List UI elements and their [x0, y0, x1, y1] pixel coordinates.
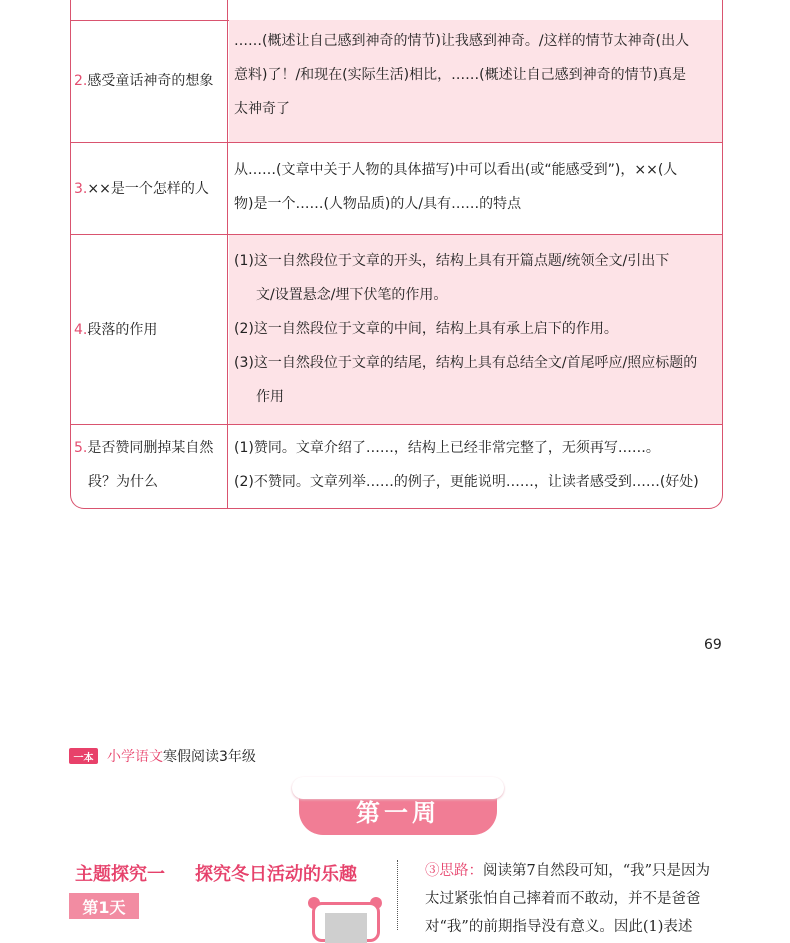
table-row — [71, 0, 722, 21]
row-title-continued: 段？为什么 — [88, 474, 158, 490]
row-title: 感受童话神奇的想象 — [87, 73, 214, 89]
content-line: (1)这一自然段位于文章的开头，结构上具有开篇点题/统领全文/引出下 — [234, 253, 670, 269]
row-content-cell — [229, 235, 722, 424]
row-label-cell — [71, 143, 228, 234]
book-logo: 一本 — [69, 748, 98, 764]
content-line: (3)这一自然段位于文章的结尾，结构上具有总结全文/首尾呼应/照应标题的 — [234, 355, 698, 371]
row-label-cell — [71, 235, 228, 424]
content-line: 意料)了！/和现在(实际生活)相比，……(概述让自己感到神奇的情节)真是 — [234, 67, 687, 83]
theme-label: 主题探究一 — [75, 864, 165, 885]
page-number: 69 — [704, 637, 722, 653]
analysis-label: 思路： — [439, 863, 483, 879]
content-line: 从……(文章中关于人物的具体描写)中可以看出(或“能感受到”)，××(人 — [234, 162, 678, 178]
row-content-cell — [229, 20, 722, 142]
content-line: 文/设置悬念/埋下伏笔的作用。 — [256, 287, 448, 303]
analysis-line: 对“我”的前期指导没有意义。因此(1)表述 — [425, 919, 693, 935]
row-number: 3. — [74, 180, 88, 197]
book-header — [69, 746, 256, 766]
row-label-cell — [71, 0, 228, 20]
circled-number: ③ — [425, 863, 440, 879]
row-number: 5. — [74, 440, 88, 456]
row-title: ××是一个怎样的人 — [87, 180, 209, 197]
row-number: 2. — [74, 73, 88, 89]
series-name: 小学语文 — [107, 749, 163, 765]
row-content-cell — [229, 425, 722, 508]
table-row — [71, 235, 722, 425]
table-row — [71, 425, 722, 508]
row-label-cell — [71, 20, 228, 142]
analysis-line: 阅读第7自然段可知，“我”只是因为 — [483, 863, 711, 879]
qr-code-frame[interactable] — [312, 902, 380, 942]
row-content-cell — [229, 0, 722, 20]
row-title: 是否赞同删掉某自然 — [87, 440, 214, 456]
content-line: (2)不赞同。文章列举……的例子，更能说明……，让读者感受到……(好处) — [234, 474, 699, 490]
row-title: 段落的作用 — [87, 321, 158, 338]
day-tag: 第1天 — [69, 893, 139, 919]
answer-analysis — [425, 857, 725, 941]
row-number: 4. — [74, 321, 88, 338]
qr-code-icon — [325, 913, 367, 943]
content-line: (2)这一自然段位于文章的中间，结构上具有承上启下的作用。 — [234, 321, 618, 337]
table-row — [71, 20, 722, 143]
row-content-cell — [229, 143, 722, 234]
content-line: 太神奇了 — [234, 101, 290, 117]
week-title-wrap — [299, 791, 497, 829]
content-line: (1)赞同。文章介绍了……，结构上已经非常完整了，无须再写……。 — [234, 440, 660, 456]
week-title: 第一周 — [356, 798, 440, 827]
cut-off-text — [234, 0, 718, 6]
series-grade: 寒假阅读3年级 — [163, 749, 256, 765]
row-label-cell — [71, 425, 228, 508]
content-line: 作用 — [256, 389, 284, 405]
table-row — [71, 143, 722, 235]
column-divider — [397, 860, 398, 930]
theme-subtitle: 探究冬日活动的乐趣 — [195, 864, 357, 885]
content-line: 物)是一个……(人物品质)的人/具有……的特点 — [234, 196, 522, 212]
reading-template-table — [70, 0, 723, 509]
analysis-line: 太过紧张怕自己摔着而不敢动，并不是爸爸 — [425, 891, 701, 907]
content-line: ……(概述让自己感到神奇的情节)让我感到神奇。/这样的情节太神奇(出人 — [234, 33, 690, 49]
